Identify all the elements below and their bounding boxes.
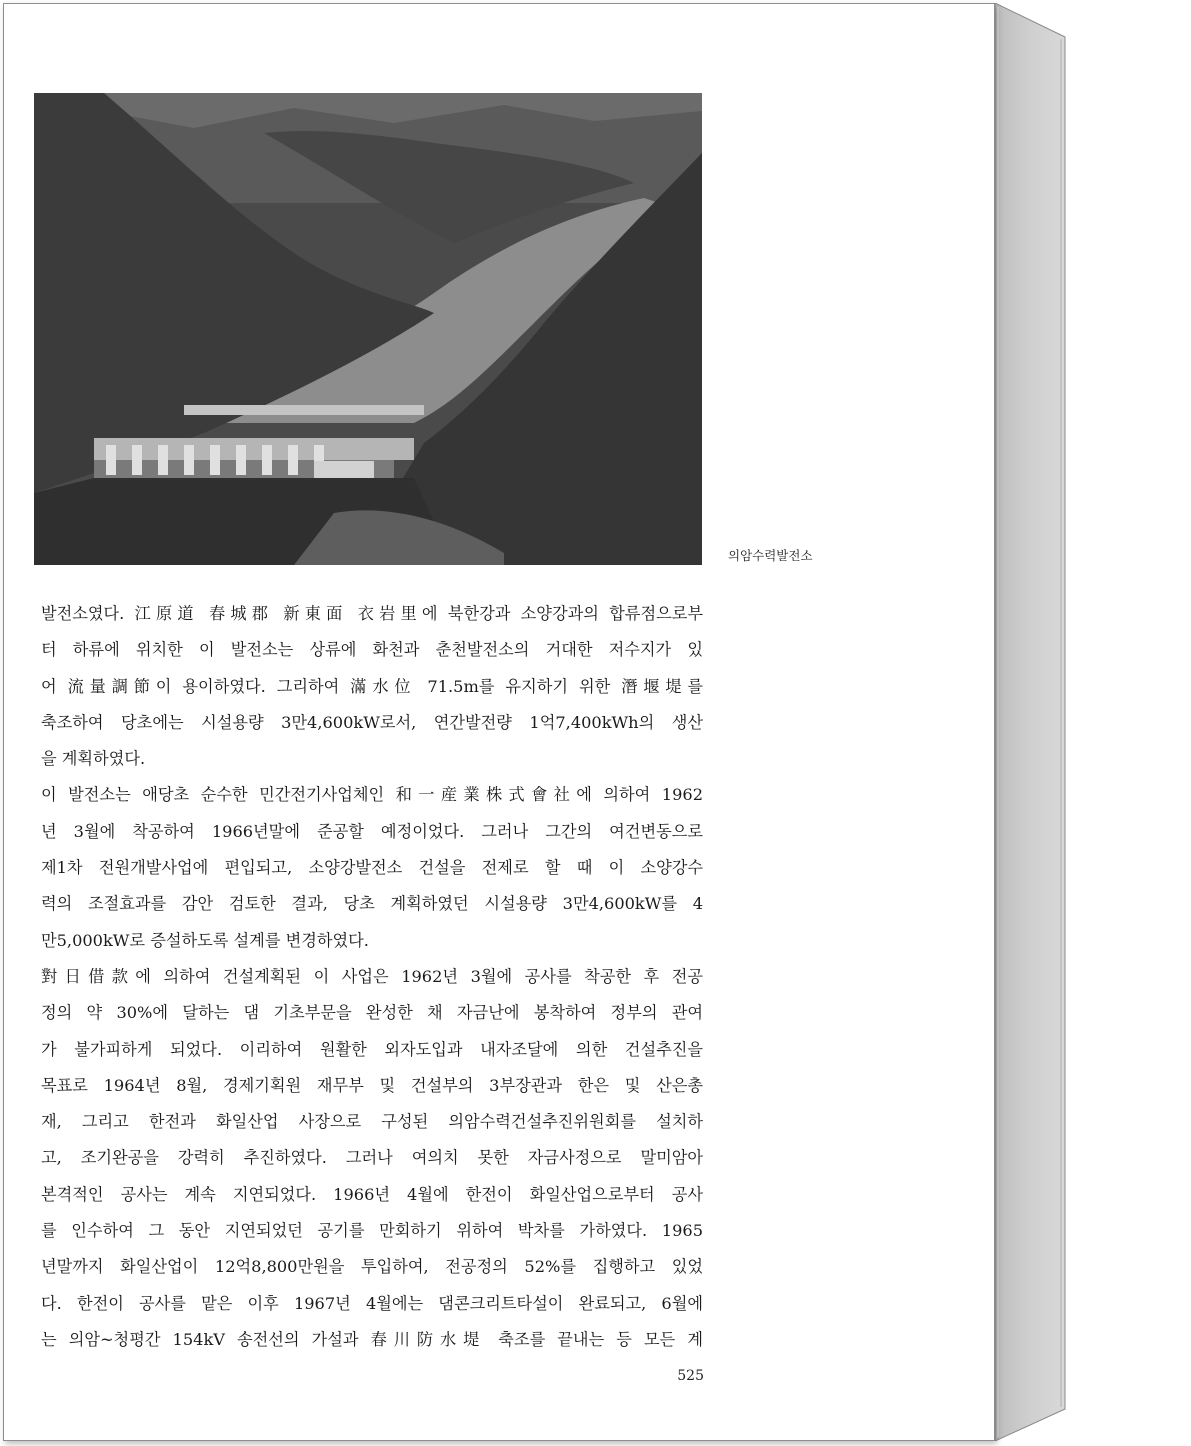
text-line: 력의 조절효과를 감안 검토한 결과, 당초 계획하였던 시설용량 3만4,600kW를 4 <box>41 894 703 914</box>
text-line: 제1차 전원개발사업에 편입되고, 소양강발전소 건설을 전제로 할 때 이 소양강수 <box>41 858 703 878</box>
text-line: 축조하여 당초에는 시설용량 3만4,600kW로서, 연간발전량 1억7,400kWh의 생산 <box>41 712 703 732</box>
body-text <box>41 596 703 1358</box>
text-line: 재, 그리고 한전과 화일산업 사장으로 구성된 의암수력건설추진위원회를 설치하 <box>41 1112 703 1132</box>
page <box>3 3 995 1441</box>
text-line: 가 불가피하게 되었다. 이리하여 원활한 외자도입과 내자조달에 의한 건설추진을 <box>41 1039 703 1059</box>
page-number: 525 <box>677 1368 704 1384</box>
text-line: 발전소였다. 江原道 春城郡 新東面 衣岩里에 북한강과 소양강과의 합류점으로부 <box>41 604 703 623</box>
text-line: 목표로 1964년 8월, 경제기획원 재무부 및 건설부의 3부장관과 한은 및 산은총 <box>41 1075 703 1095</box>
text-line: 다. 한전이 공사를 맡은 이후 1967년 4월에는 댐콘크리트타설이 완료되고, 6월에 <box>41 1293 703 1313</box>
photo-caption: 의암수력발전소 <box>728 548 813 563</box>
text-line: 년 3월에 착공하여 1966년말에 준공할 예정이었다. 그러나 그간의 여건변동으로 <box>41 821 703 841</box>
text-line: 정의 약 30%에 달하는 댐 기초부문을 완성한 채 자금난에 봉착하여 정부의 관여 <box>41 1003 703 1023</box>
text-line: 본격적인 공사는 계속 지연되었다. 1966년 4월에 한전이 화일산업으로부터 공사 <box>41 1184 703 1204</box>
text-line: 을 계획하였다. <box>41 749 146 769</box>
text-line: 를 인수하여 그 동안 지연되었던 공기를 만회하기 위하여 박차를 가하였다. 1965 <box>41 1221 703 1241</box>
paragraph-1 <box>41 596 703 777</box>
paragraph-3 <box>41 959 703 1358</box>
text-line: 고, 조기완공을 강력히 추진하였다. 그러나 여의치 못한 자금사정으로 말미암아 <box>41 1148 703 1168</box>
text-line: 년말까지 화일산업이 12억8,800만원을 투입하여, 전공정의 52%를 집행하고 있었 <box>41 1257 703 1277</box>
paragraph-2 <box>41 777 703 958</box>
text-line: 는 의암~청평간 154kV 송전선의 가설과 春川防水堤 축조를 끝내는 등 모든 계 <box>41 1329 703 1349</box>
text-line: 이 발전소는 애당초 순수한 민간전기사업체인 和一産業株式會社에 의하여 1962 <box>41 785 703 805</box>
text-line: 어 流量調節이 용이하였다. 그리하여 滿水位 71.5m를 유지하기 위한 潛堰堤를 <box>41 676 703 696</box>
dam-photo-illustration <box>34 93 702 565</box>
book-spine <box>995 3 1067 1441</box>
text-line: 만5,000kW로 증설하도록 설계를 변경하였다. <box>41 930 369 950</box>
text-line: 터 하류에 위치한 이 발전소는 상류에 화천과 춘천발전소의 거대한 저수지가 있 <box>41 640 703 660</box>
dam-photo <box>34 93 702 565</box>
text-line: 對日借款에 의하여 건설계획된 이 사업은 1962년 3월에 공사를 착공한 후 전공 <box>41 966 703 986</box>
